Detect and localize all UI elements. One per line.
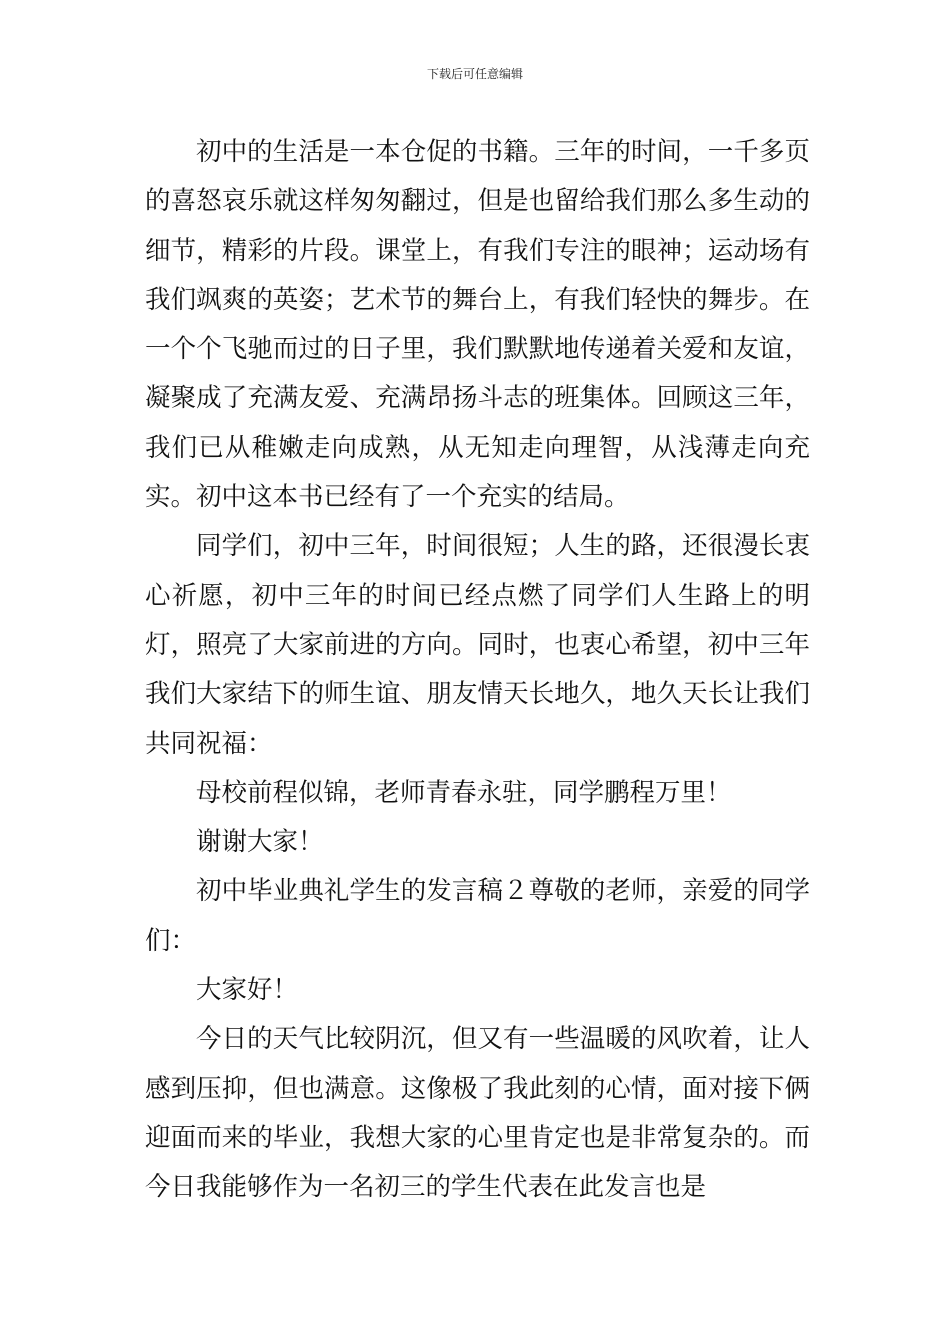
- paragraph-7: 今日的天气比较阴沉，但又有一些温暖的风吹着，让人感到压抑，但也满意。这像极了我此刻的心情，面对接下俩迎面而来的毕业，我想大家的心里肯定也是非常复杂的。而今日我能够作为一名初三的学生代表在此发言也是: [145, 1024, 810, 1203]
- document-body: [145, 128, 810, 1213]
- page-header: 下载后可任意编辑: [426, 67, 523, 81]
- paragraph-6: 大家好！: [196, 975, 299, 1006]
- paragraph-3: 母校前程似锦，老师青春永驻，同学鹏程万里！: [196, 777, 732, 808]
- paragraph-4: 谢谢大家！: [196, 827, 324, 858]
- paragraph-5: 初中毕业典礼学生的发言稿２尊敬的老师，亲爱的同学们：: [145, 876, 810, 956]
- paragraph-1: 初中的生活是一本仓促的书籍。三年的时间，一千多页的喜怒哀乐就这样匆匆翻过，但是也留给我们那么多生动的细节，精彩的片段。课堂上，有我们专注的眼神；运动场有我们飒爽的英姿；艺术节的舞台上，有我们轻快的舞步。在一个个飞驰而过的日子里，我们默默地传递着关爱和友谊，凝聚成了充满友爱、充满昂扬斗志的班集体。回顾这三年，我们已从稚嫩走向成熟，从无知走向理智，从浅薄走向充实。初中这本书已经有了一个充实的结局。: [145, 137, 810, 513]
- paragraph-2: 同学们，初中三年，时间很短；人生的路，还很漫长衷心祈愿，初中三年的时间已经点燃了同学们人生路上的明灯，照亮了大家前进的方向。同时，也衷心希望，初中三年我们大家结下的师生谊、朋友情天长地久，地久天长让我们共同祝福：: [145, 531, 810, 759]
